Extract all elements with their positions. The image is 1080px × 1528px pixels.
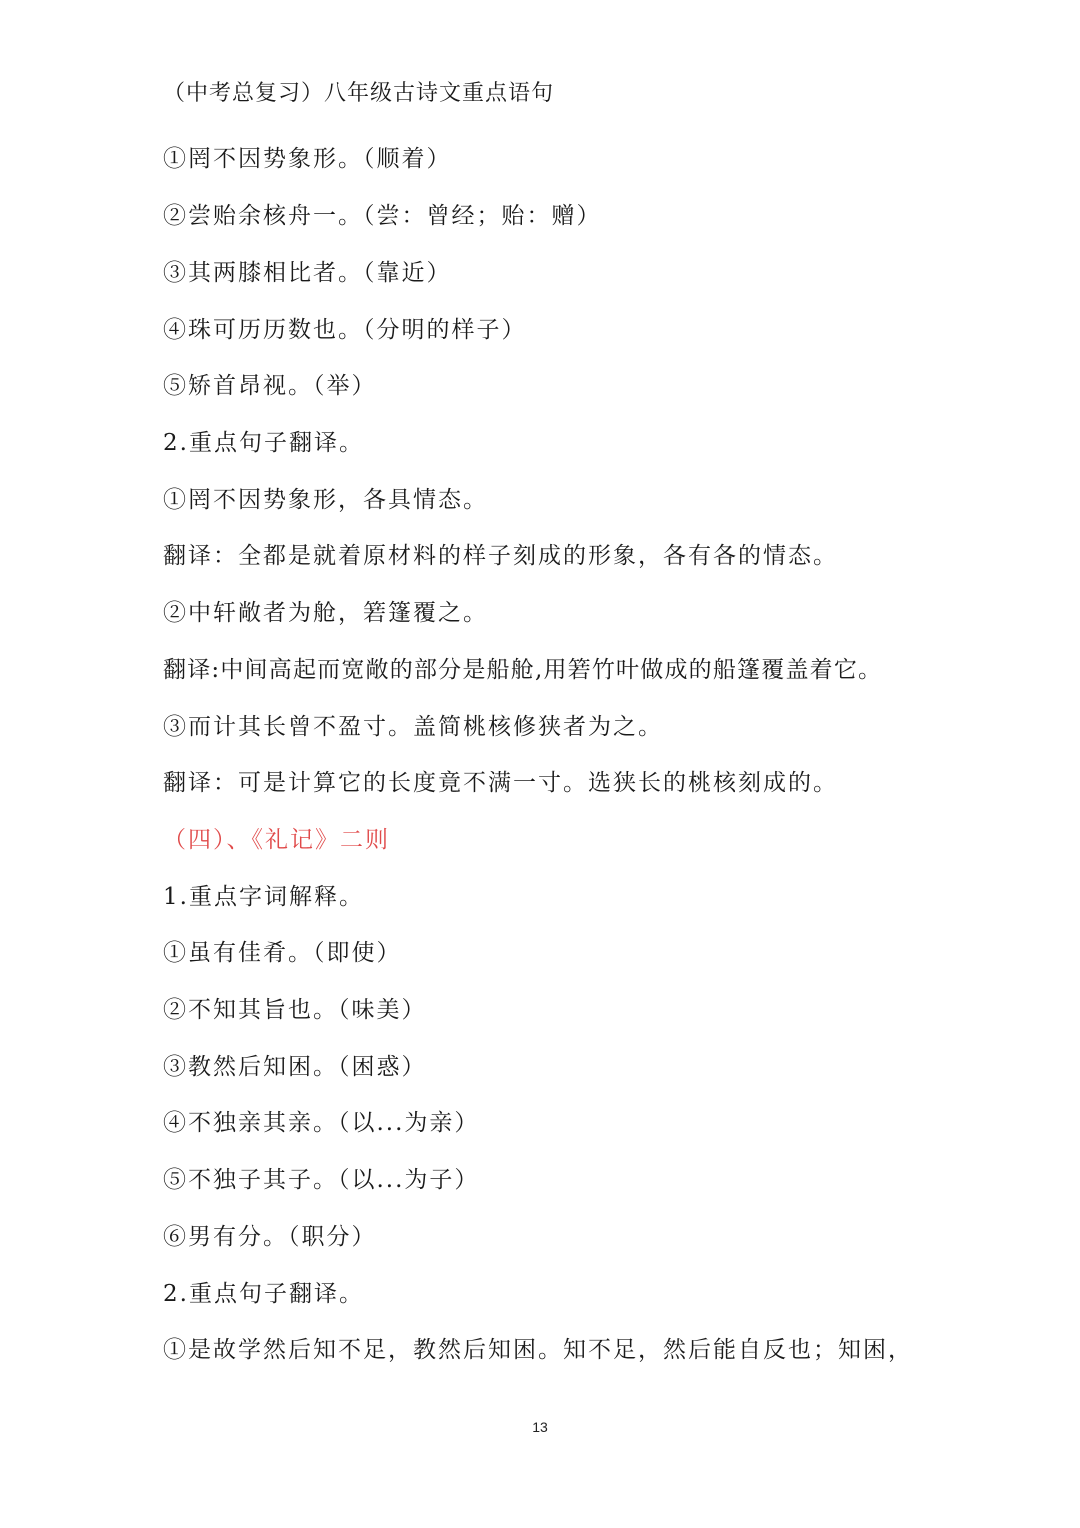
subsection-heading: 2.重点句子翻译。	[163, 1281, 364, 1307]
sentence-item: ①是故学然后知不足，教然后知困。知不足，然后能自反也；知困，	[163, 1337, 913, 1363]
vocab-item: ①罔不因势象形。（顺着）	[163, 146, 452, 172]
sentence-item: ③而计其长曾不盈寸。盖简桃核修狭者为之。	[163, 714, 663, 740]
vocab-item: ③其两膝相比者。（靠近）	[163, 260, 452, 286]
vocab-item: ④珠可历历数也。（分明的样子）	[163, 317, 527, 343]
page-number: 13	[532, 1419, 548, 1435]
sentence-item: ②中轩敞者为舱，箬篷覆之。	[163, 600, 488, 626]
translation-line: 翻译：可是计算它的长度竟不满一寸。选狭长的桃核刻成的。	[163, 770, 838, 796]
section-heading: （四）、《礼记》二则	[163, 827, 390, 853]
vocab-item: ④不独亲其亲。（以...为亲）	[163, 1110, 480, 1136]
subsection-heading: 1.重点字词解释。	[163, 884, 364, 910]
translation-line: 翻译：全都是就着原材料的样子刻成的形象，各有各的情态。	[163, 543, 838, 569]
vocab-item: ②尝贻余核舟一。（尝：曾经；贻：赠）	[163, 203, 602, 229]
document-header: （中考总复习）八年级古诗文重点语句	[163, 81, 555, 106]
vocab-item: ⑤不独子其子。（以...为子）	[163, 1167, 480, 1193]
subsection-heading: 2.重点句子翻译。	[163, 430, 364, 456]
vocab-item: ①虽有佳肴。（即使）	[163, 940, 402, 966]
translation-line: 翻译:中间高起而宽敞的部分是船舱,用箬竹叶做成的船篷覆盖着它。	[163, 657, 883, 683]
vocab-item: ⑥男有分。（职分）	[163, 1224, 377, 1250]
sentence-item: ①罔不因势象形，各具情态。	[163, 487, 488, 513]
vocab-item: ②不知其旨也。（味美）	[163, 997, 427, 1023]
vocab-item: ③教然后知困。（困惑）	[163, 1054, 427, 1080]
vocab-item: ⑤矫首昂视。（举）	[163, 373, 377, 399]
